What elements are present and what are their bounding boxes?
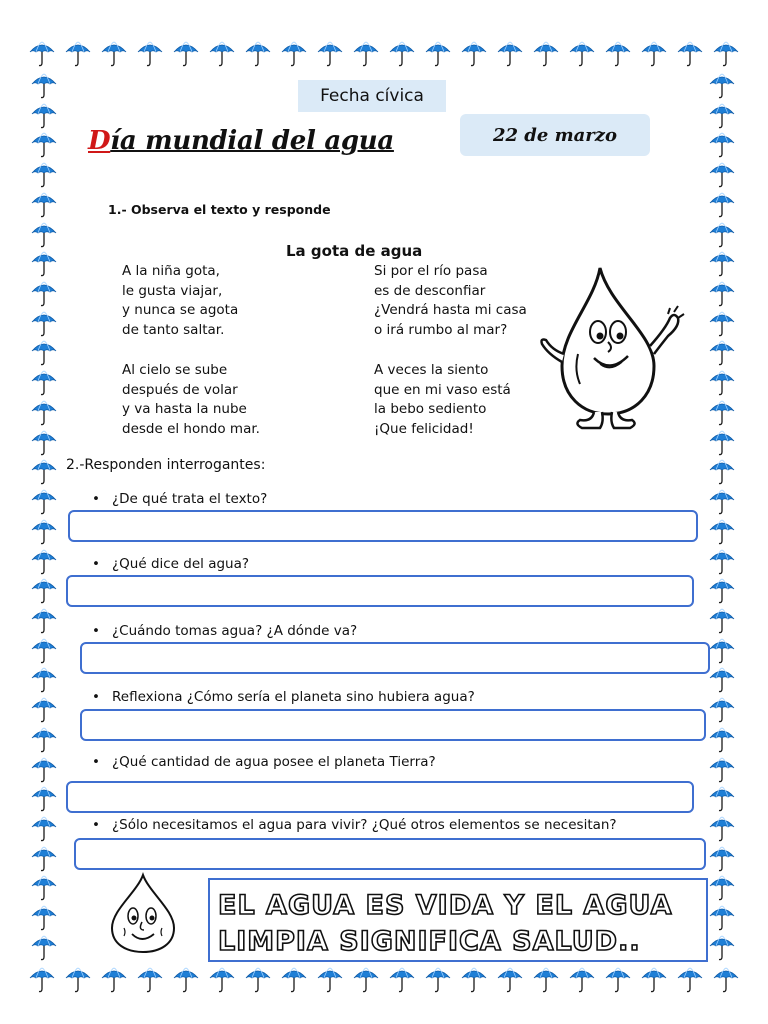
poem-line: A veces la siento: [374, 362, 489, 378]
bullet-icon: •: [92, 689, 100, 705]
umbrella-border-left: [30, 72, 58, 962]
umbrella-icon: [708, 191, 736, 219]
civic-date-tag-text: Fecha cívica: [320, 86, 424, 106]
umbrella-icon: [352, 40, 380, 68]
umbrella-icon: [708, 310, 736, 338]
poem-line: y nunca se agota: [122, 302, 239, 318]
date-badge: [460, 114, 650, 156]
umbrella-icon: [30, 102, 58, 130]
title-first-letter: D: [88, 126, 111, 156]
poem-line: después de volar: [122, 381, 238, 398]
umbrella-icon: [604, 40, 632, 68]
poem-line: la bebo sediento: [374, 401, 487, 417]
umbrella-icon: [30, 785, 58, 813]
umbrella-icon: [30, 221, 58, 249]
umbrella-icon: [280, 966, 308, 994]
umbrella-icon: [30, 280, 58, 308]
umbrella-icon: [640, 40, 668, 68]
slogan-line-1: EL AGUA ES VIDA Y EL AGUA: [218, 890, 673, 921]
answer-field-5[interactable]: [66, 781, 694, 813]
umbrella-icon: [708, 874, 736, 902]
question-2: [92, 556, 249, 572]
umbrella-icon: [708, 161, 736, 189]
poem-line: que en mi vaso está: [374, 381, 511, 398]
slogan-line-2: LIMPIA SIGNIFICA SALUD..: [218, 926, 641, 957]
answer-field-1[interactable]: [68, 510, 698, 542]
question-5: [92, 754, 436, 770]
umbrella-icon: [708, 548, 736, 576]
umbrella-icon: [28, 40, 56, 68]
umbrella-icon: [352, 966, 380, 994]
umbrella-icon: [708, 221, 736, 249]
umbrella-icon: [708, 131, 736, 159]
umbrella-icon: [708, 458, 736, 486]
umbrella-icon: [30, 756, 58, 784]
question-1: [92, 491, 267, 507]
umbrella-icon: [708, 696, 736, 724]
umbrella-icon: [708, 785, 736, 813]
umbrella-icon: [640, 966, 668, 994]
umbrella-icon: [30, 874, 58, 902]
question-text: ¿De qué trata el texto?: [112, 491, 268, 507]
umbrella-border-top: [28, 40, 740, 68]
umbrella-icon: [708, 815, 736, 843]
poem-line: o irá rumbo al mar?: [374, 321, 508, 338]
umbrella-icon: [712, 966, 740, 994]
umbrella-icon: [708, 756, 736, 784]
umbrella-icon: [708, 904, 736, 932]
umbrella-icon: [64, 966, 92, 994]
question-6: [92, 817, 617, 833]
umbrella-icon: [30, 72, 58, 100]
umbrella-icon: [388, 966, 416, 994]
poem-line: Si por el río pasa: [374, 263, 488, 279]
bullet-icon: •: [92, 491, 100, 507]
umbrella-icon: [30, 131, 58, 159]
umbrella-icon: [708, 72, 736, 100]
umbrella-icon: [532, 966, 560, 994]
umbrella-icon: [30, 815, 58, 843]
umbrella-icon: [496, 40, 524, 68]
umbrella-icon: [100, 40, 128, 68]
umbrella-icon: [316, 966, 344, 994]
umbrella-icon: [244, 966, 272, 994]
umbrella-icon: [30, 577, 58, 605]
poem-stanza-4: [374, 361, 511, 439]
umbrella-icon: [708, 399, 736, 427]
umbrella-icon: [708, 280, 736, 308]
instruction-1: 1.- Observa el texto y responde: [108, 202, 331, 217]
poem-line: de tanto saltar.: [122, 321, 225, 338]
umbrella-icon: [708, 577, 736, 605]
umbrella-icon: [708, 845, 736, 873]
umbrella-icon: [496, 966, 524, 994]
umbrella-icon: [30, 310, 58, 338]
umbrella-icon: [208, 966, 236, 994]
umbrella-icon: [30, 934, 58, 962]
umbrella-icon: [30, 548, 58, 576]
umbrella-icon: [316, 40, 344, 68]
umbrella-icon: [136, 966, 164, 994]
umbrella-icon: [708, 488, 736, 516]
poem-line: le gusta viajar,: [122, 282, 223, 299]
question-4: [92, 689, 475, 705]
answer-field-3[interactable]: [80, 642, 710, 674]
poem-line: ¿Vendrá hasta mi casa: [374, 302, 527, 318]
umbrella-icon: [708, 518, 736, 546]
poem-line: desde el hondo mar.: [122, 420, 260, 437]
bullet-icon: •: [92, 754, 100, 770]
umbrella-icon: [708, 429, 736, 457]
umbrella-icon: [388, 40, 416, 68]
umbrella-icon: [460, 966, 488, 994]
umbrella-icon: [604, 966, 632, 994]
umbrella-icon: [30, 250, 58, 278]
umbrella-icon: [208, 40, 236, 68]
umbrella-icon: [30, 429, 58, 457]
water-drop-face: [104, 872, 182, 954]
umbrella-icon: [708, 666, 736, 694]
umbrella-icon: [712, 40, 740, 68]
umbrella-icon: [708, 934, 736, 962]
question-text: ¿Sólo necesitamos el agua para vivir? ¿Qué otros elementos se necesitan?: [112, 817, 617, 833]
umbrella-icon: [676, 966, 704, 994]
umbrella-icon: [136, 40, 164, 68]
umbrella-icon: [64, 40, 92, 68]
umbrella-icon: [100, 966, 128, 994]
question-text: ¿Cuándo tomas agua? ¿A dónde va?: [112, 623, 358, 639]
umbrella-icon: [424, 966, 452, 994]
question-text: ¿Qué dice del agua?: [112, 556, 250, 572]
civic-date-tag: [298, 80, 446, 112]
question-text: ¿Qué cantidad de agua posee el planeta Tierra?: [112, 754, 436, 770]
umbrella-icon: [172, 966, 200, 994]
question-3: [92, 623, 357, 639]
umbrella-icon: [708, 250, 736, 278]
bullet-icon: •: [92, 623, 100, 639]
umbrella-icon: [30, 518, 58, 546]
umbrella-icon: [172, 40, 200, 68]
section-2-heading: 2.-Responden interrogantes:: [66, 457, 266, 473]
question-text: Reflexiona ¿Cómo sería el planeta sino hubiera agua?: [112, 689, 475, 705]
umbrella-icon: [30, 666, 58, 694]
umbrella-border-bottom: [28, 966, 740, 994]
umbrella-icon: [30, 191, 58, 219]
answer-field-6[interactable]: [74, 838, 706, 870]
umbrella-icon: [30, 369, 58, 397]
poem-line: ¡Que felicidad!: [374, 420, 474, 437]
poem-line: Al cielo se sube: [122, 362, 228, 378]
umbrella-icon: [280, 40, 308, 68]
umbrella-icon: [708, 607, 736, 635]
umbrella-icon: [30, 696, 58, 724]
poem-stanza-2: [374, 262, 527, 340]
umbrella-icon: [244, 40, 272, 68]
umbrella-icon: [30, 458, 58, 486]
date-text: 22 de marzo: [492, 124, 618, 146]
water-drop-mascot: [538, 262, 688, 432]
poem-line: es de desconfiar: [374, 282, 486, 299]
umbrella-icon: [30, 339, 58, 367]
umbrella-icon: [568, 40, 596, 68]
umbrella-icon: [708, 726, 736, 754]
page-title: [88, 126, 394, 156]
umbrella-icon: [708, 369, 736, 397]
umbrella-icon: [30, 845, 58, 873]
umbrella-icon: [30, 904, 58, 932]
umbrella-icon: [424, 40, 452, 68]
umbrella-icon: [708, 102, 736, 130]
umbrella-icon: [568, 966, 596, 994]
answer-field-4[interactable]: [80, 709, 706, 741]
poem-title: La gota de agua: [286, 242, 423, 260]
umbrella-icon: [30, 726, 58, 754]
poem-line: A la niña gota,: [122, 263, 220, 279]
poem-line: y va hasta la nube: [122, 401, 247, 417]
bullet-icon: •: [92, 817, 100, 833]
poem-stanza-1: [122, 262, 238, 340]
umbrella-icon: [28, 966, 56, 994]
answer-field-2[interactable]: [66, 575, 694, 607]
title-rest: ía mundial del agua: [110, 126, 394, 156]
umbrella-icon: [30, 161, 58, 189]
umbrella-icon: [460, 40, 488, 68]
umbrella-icon: [30, 399, 58, 427]
umbrella-icon: [676, 40, 704, 68]
poem-stanza-3: [122, 361, 260, 439]
umbrella-border-right: [708, 72, 736, 962]
umbrella-icon: [708, 637, 736, 665]
umbrella-icon: [30, 607, 58, 635]
umbrella-icon: [532, 40, 560, 68]
umbrella-icon: [30, 488, 58, 516]
umbrella-icon: [30, 637, 58, 665]
slogan-box: [208, 878, 708, 962]
umbrella-icon: [708, 339, 736, 367]
bullet-icon: •: [92, 556, 100, 572]
